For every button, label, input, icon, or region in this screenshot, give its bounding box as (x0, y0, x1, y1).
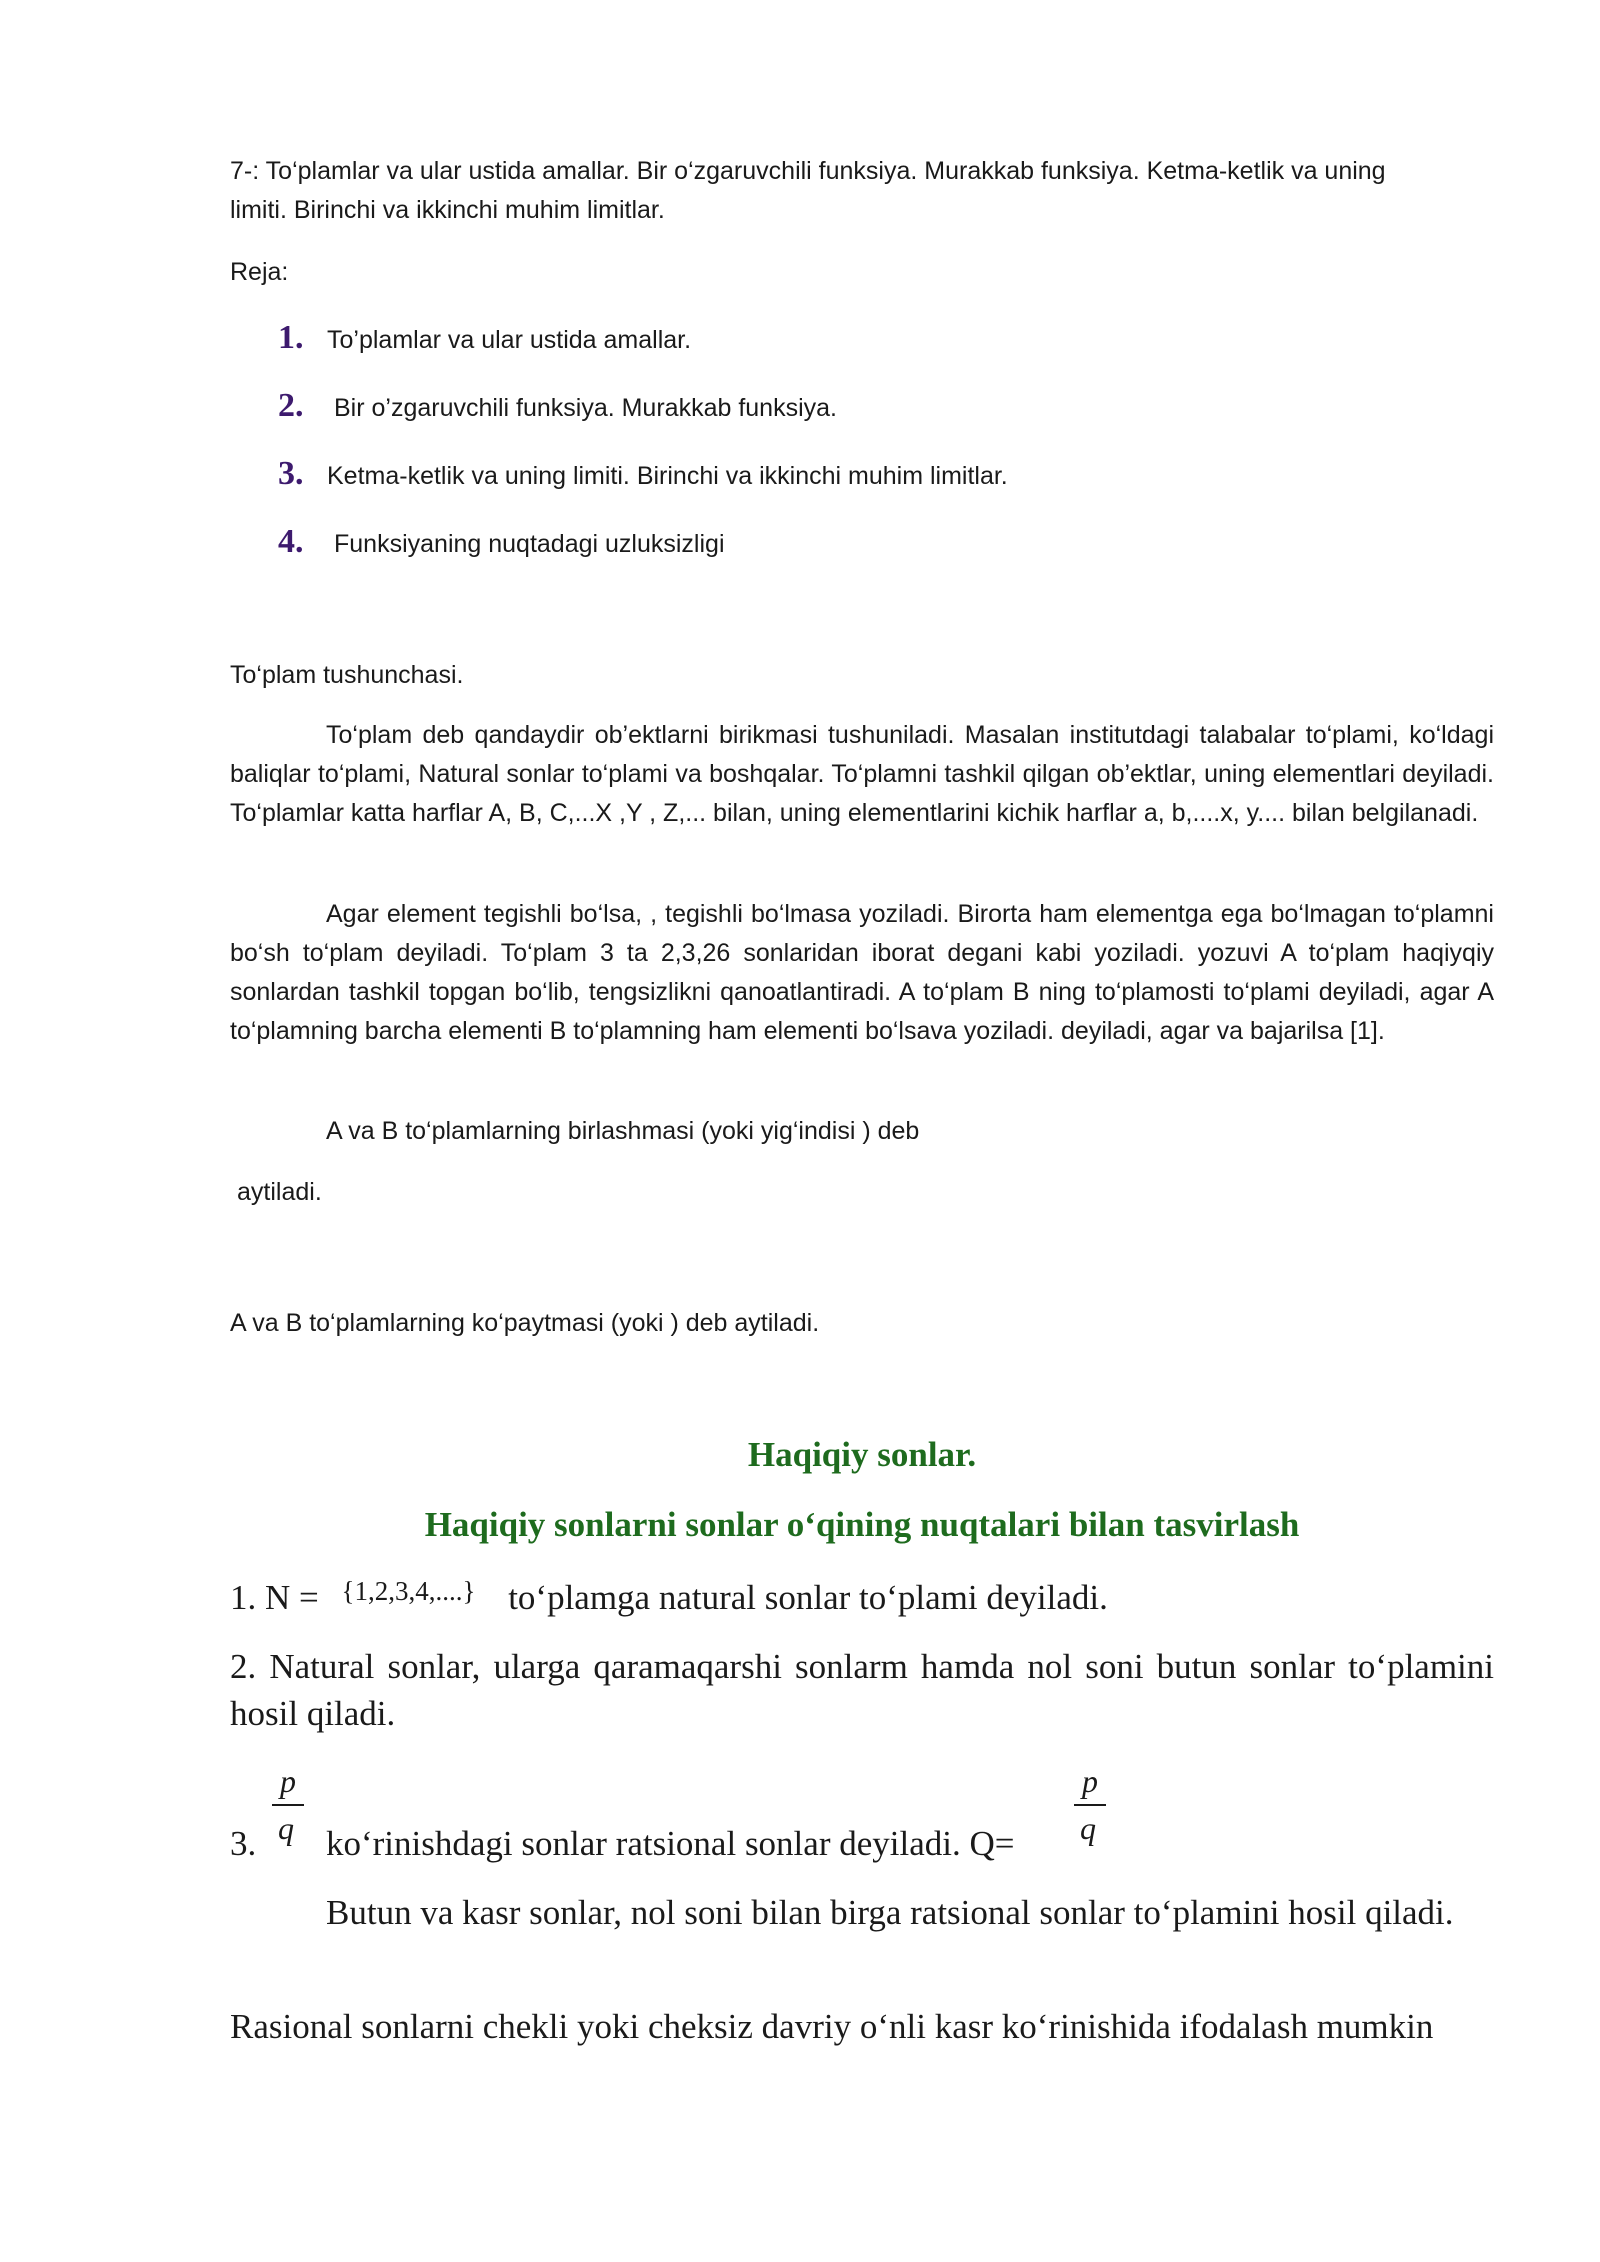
paragraph-decimal-representation: Rasional sonlarni chekli yoki cheksiz davriy o‘nli kasr ko‘rinishida ifodalash mumkin (230, 2007, 1434, 2046)
item-natural-suffix: to‘plamga natural sonlar to‘plami deyiladi. (508, 1578, 1108, 1617)
fraction-numerator: p (1082, 1763, 1098, 1799)
fraction-numerator: p (280, 1763, 296, 1799)
title-line-1: 7-: To‘plamlar va ular ustida amallar. Bir o‘zgaruvchili funksiya. Murakkab funksiya. Ketma-ketlik va uning (230, 157, 1386, 185)
item-rational-number: 3. (230, 1824, 257, 1863)
fraction-denominator: q (278, 1810, 294, 1846)
plan-item-number: 2. (278, 387, 304, 424)
title-line-2: limiti. Birinchi va ikkinchi muhim limitlar. (230, 196, 665, 224)
plan-item-text: To’plamlar va ular ustida amallar. (327, 326, 692, 354)
item-natural-numbers (230, 1574, 1108, 1624)
fraction-bar (1074, 1804, 1106, 1806)
fraction-bar (272, 1804, 304, 1806)
item-natural-prefix: 1. N = (230, 1578, 319, 1617)
fraction-denominator: q (1080, 1810, 1096, 1846)
plan-item-text: Funksiyaning nuqtadagi uzluksizligi (334, 530, 725, 558)
document-title (230, 152, 1500, 230)
paragraph-union: A va B to‘plamlarning birlashmasi (yoki yig‘indisi ) deb (326, 1117, 920, 1145)
heading-number-line: Haqiqiy sonlarni sonlar o‘qining nuqtalari bilan tasvirlash (424, 1505, 1300, 1544)
plan-item-number: 3. (278, 455, 304, 492)
plan-item-text: Ketma-ketlik va uning limiti. Birinchi va ikkinchi muhim limitlar. (327, 462, 1008, 490)
natural-set-formula: {1,2,3,4,....} (341, 1576, 476, 1606)
paragraph-set-definition: To‘plam deb qandaydir ob’ektlarni birikmasi tushuniladi. Masalan institutdagi talabalar to‘plami, ko‘ldagi baliqlar to‘plami, Natural sonlar to‘plami va boshqalar. To‘plamni tashkil qilgan ob’ektlar, uning elementlari deyiladi. To‘plamlar katta harflar A, B, C,...X ,Y , Z,... bilan, uning elementlarini kichik harflar a, b,....x, y.... bilan belgilanadi. (230, 721, 1494, 827)
plan-item-number: 1. (278, 319, 304, 356)
item-integers: 2. Natural sonlar, ularga qaramaqarshi sonlarm hamda nol soni butun sonlar to‘plamini hosil qiladi. (230, 1647, 1494, 1733)
paragraph-set-membership: Agar element tegishli bo‘lsa, , tegishli bo‘lmasa yoziladi. Birorta ham elementga ega bo‘lmagan to‘plamni bo‘sh to‘plam deyiladi. To‘plam 3 ta 2,3,26 sonlaridan iborat degani kabi yoziladi. yozuvi A to‘plam haqiyqiy sonlardan tashkil topgan bo‘lib, tengsizlikni qanoatlantiradi. A to‘plam B ning to‘plamosti to‘plami deyiladi, agar A to‘plamning barcha elementi B to‘plamning ham elementi bo‘lsava yoziladi. deyiladi, agar va bajarilsa [1]. (230, 900, 1494, 1045)
paragraph-intersection: A va B to‘plamlarning ko‘paytmasi (yoki ) deb aytiladi. (230, 1309, 820, 1337)
heading-real-numbers: Haqiqiy sonlar. (747, 1435, 977, 1474)
plan-item-text: Bir o’zgaruvchili funksiya. Murakkab funksiya. (334, 394, 837, 422)
item-rational-text: ko‘rinishdagi sonlar ratsional sonlar deyiladi. Q= (326, 1824, 1015, 1863)
section-title: To‘plam tushunchasi. (230, 661, 464, 689)
paragraph-rational-set: Butun va kasr sonlar, nol soni bilan birga ratsional sonlar to‘plamini hosil qiladi. (326, 1893, 1454, 1932)
plan-title: Reja: (230, 258, 289, 286)
paragraph-union-end: aytiladi. (237, 1178, 322, 1206)
plan-item-number: 4. (278, 523, 304, 560)
